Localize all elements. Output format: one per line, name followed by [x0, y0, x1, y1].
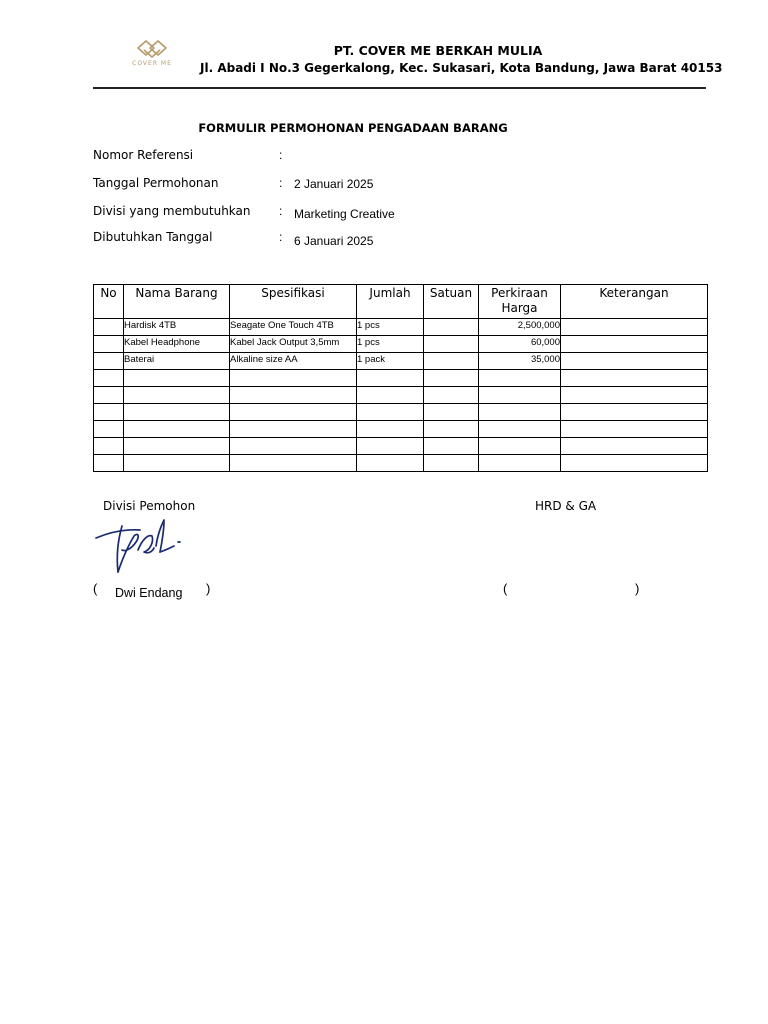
handwritten-signature [92, 512, 188, 582]
table-row [94, 387, 708, 404]
cell-quantity [357, 370, 424, 387]
cell-estimated-price [479, 404, 561, 421]
cell-estimated-price [479, 421, 561, 438]
cell-quantity [357, 404, 424, 421]
cell-remarks [561, 353, 708, 370]
logo-text: COVER ME [132, 60, 172, 67]
field-value-request-date: 2 Januari 2025 [294, 177, 374, 191]
field-colon: : [279, 176, 283, 190]
cell-specification [230, 438, 357, 455]
right-close-paren: ) [635, 581, 640, 596]
company-name: PT. COVER ME BERKAH MULIA [333, 43, 543, 58]
column-header-unit: Satuan [424, 285, 479, 319]
cell-specification [230, 404, 357, 421]
cell-quantity [357, 421, 424, 438]
field-colon: : [279, 230, 283, 244]
column-header-quantity: Jumlah [357, 285, 424, 319]
left-close-paren: ) [206, 581, 211, 596]
cell-estimated-price [479, 455, 561, 472]
cell-remarks [561, 404, 708, 421]
cell-no [94, 370, 124, 387]
cell-unit [424, 353, 479, 370]
cell-remarks [561, 455, 708, 472]
cell-estimated-price: 35,000 [479, 353, 561, 370]
cell-no [94, 421, 124, 438]
cell-unit [424, 421, 479, 438]
cell-item-name [124, 370, 230, 387]
field-label-reference: Nomor Referensi [93, 148, 194, 162]
cell-specification [230, 370, 357, 387]
column-header-item-name: Nama Barang [124, 285, 230, 319]
field-label-needed-date: Dibutuhkan Tanggal [93, 230, 213, 244]
cell-unit [424, 387, 479, 404]
cell-specification [230, 387, 357, 404]
cell-no [94, 336, 124, 353]
cell-quantity: 1 pack [357, 353, 424, 370]
table-row [94, 370, 708, 387]
cell-specification: Seagate One Touch 4TB [230, 319, 357, 336]
cell-remarks [561, 319, 708, 336]
cell-quantity [357, 455, 424, 472]
hrd-ga-label: HRD & GA [535, 499, 597, 513]
cell-item-name [124, 455, 230, 472]
cell-remarks [561, 336, 708, 353]
table-row [94, 455, 708, 472]
field-value-needed-date: 6 Januari 2025 [294, 234, 374, 248]
cell-quantity: 1 pcs [357, 336, 424, 353]
cell-remarks [561, 387, 708, 404]
cell-specification: Alkaline size AA [230, 353, 357, 370]
table-row [94, 404, 708, 421]
cell-unit [424, 455, 479, 472]
form-title: FORMULIR PERMOHONAN PENGADAAN BARANG [198, 121, 508, 135]
cell-estimated-price: 2,500,000 [479, 319, 561, 336]
cell-no [94, 404, 124, 421]
cell-quantity [357, 438, 424, 455]
cell-estimated-price [479, 370, 561, 387]
table-header-row [94, 285, 708, 319]
items-table [93, 284, 708, 472]
field-colon: : [279, 148, 283, 162]
cell-estimated-price [479, 387, 561, 404]
cell-item-name: Hardisk 4TB [124, 319, 230, 336]
cell-unit [424, 438, 479, 455]
cell-specification [230, 421, 357, 438]
cell-item-name: Kabel Headphone [124, 336, 230, 353]
cell-no [94, 319, 124, 336]
table-row [94, 438, 708, 455]
cell-no [94, 455, 124, 472]
cell-remarks [561, 421, 708, 438]
cell-no [94, 353, 124, 370]
left-open-paren: ( [93, 581, 98, 596]
field-colon: : [279, 204, 283, 218]
cell-item-name [124, 404, 230, 421]
cell-remarks [561, 370, 708, 387]
header-divider [93, 87, 706, 89]
field-value-division: Marketing Creative [294, 207, 395, 221]
cell-no [94, 438, 124, 455]
requester-division-label: Divisi Pemohon [103, 499, 196, 513]
cell-estimated-price [479, 438, 561, 455]
cell-no [94, 387, 124, 404]
column-header-no: No [94, 285, 124, 319]
cell-estimated-price: 60,000 [479, 336, 561, 353]
cell-unit [424, 319, 479, 336]
column-header-remarks: Keterangan [561, 285, 708, 319]
cell-remarks [561, 438, 708, 455]
right-open-paren: ( [503, 581, 508, 596]
column-header-specification: Spesifikasi [230, 285, 357, 319]
cell-unit [424, 404, 479, 421]
table-row [94, 336, 708, 353]
cell-unit [424, 336, 479, 353]
company-address: Jl. Abadi I No.3 Gegerkalong, Kec. Sukasari, Kota Bandung, Jawa Barat 40153 [200, 61, 723, 75]
requester-name: Dwi Endang [115, 586, 183, 600]
column-header-estimated-price: Perkiraan Harga [479, 285, 561, 319]
field-label-division: Divisi yang membutuhkan [93, 204, 251, 218]
table-row [94, 421, 708, 438]
cell-quantity: 1 pcs [357, 319, 424, 336]
field-label-request-date: Tanggal Permohonan [93, 176, 219, 190]
cell-item-name: Baterai [124, 353, 230, 370]
cell-quantity [357, 387, 424, 404]
table-row [94, 353, 708, 370]
cell-item-name [124, 387, 230, 404]
cell-item-name [124, 421, 230, 438]
cell-item-name [124, 438, 230, 455]
table-row [94, 319, 708, 336]
cell-specification [230, 455, 357, 472]
cell-unit [424, 370, 479, 387]
cell-specification: Kabel Jack Output 3,5mm [230, 336, 357, 353]
